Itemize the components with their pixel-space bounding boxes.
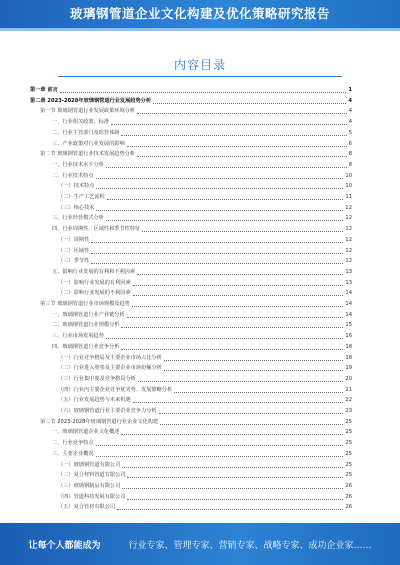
toc-entry[interactable] bbox=[40, 418, 352, 426]
toc-entry-page: 23 bbox=[345, 408, 352, 414]
toc-entry-page: 25 bbox=[345, 429, 352, 436]
toc-entry-title: 第一节 玻璃钢管道行业发展政策环境分析 bbox=[40, 108, 136, 115]
toc-entry-page: 15 bbox=[345, 322, 352, 329]
toc-entry-page: 16 bbox=[345, 333, 352, 340]
report-title: 玻璃钢管道企业文化构建及优化策略研究报告 bbox=[69, 6, 330, 21]
toc-entry-page: 14 bbox=[345, 311, 352, 318]
toc-entry-title: 一、行业技术水平分析 bbox=[52, 161, 104, 168]
toc-entry-page: 10 bbox=[345, 183, 352, 190]
toc-dot-leader bbox=[174, 392, 343, 393]
toc-entry-title: （四）管道科技发展有限公司 bbox=[58, 493, 126, 500]
table-of-contents bbox=[0, 86, 400, 516]
toc-entry-title: （三）核心技术 bbox=[58, 204, 95, 211]
toc-dot-leader bbox=[133, 402, 344, 403]
toc-entry-title: （一）玻璃钢管道有限公司 bbox=[58, 461, 121, 468]
toc-entry-title: 二、行业技术特点 bbox=[52, 172, 94, 179]
toc-entry[interactable] bbox=[58, 461, 352, 469]
toc-entry-title: （二）区域性 bbox=[58, 247, 90, 254]
toc-entry[interactable] bbox=[52, 214, 352, 222]
toc-entry-page: 25 bbox=[345, 472, 352, 479]
toc-entry-page: 18 bbox=[345, 354, 352, 361]
toc-dot-leader bbox=[133, 295, 344, 296]
toc-entry[interactable] bbox=[58, 354, 352, 362]
toc-entry[interactable] bbox=[52, 118, 352, 126]
toc-entry-page: 5 bbox=[348, 129, 352, 136]
toc-entry-title: （一）技术特点 bbox=[58, 183, 95, 190]
toc-entry[interactable] bbox=[58, 236, 352, 244]
toc-entry[interactable] bbox=[58, 247, 352, 255]
toc-entry[interactable] bbox=[58, 482, 352, 490]
toc-entry-page: 25 bbox=[345, 418, 352, 425]
toc-entry[interactable] bbox=[52, 439, 352, 447]
toc-entry-page: 4 bbox=[348, 119, 352, 126]
toc-entry-title: （一）影响行业发展的有利因素 bbox=[58, 279, 131, 286]
toc-entry-title: （二）影响行业发展的不利因素 bbox=[58, 290, 131, 297]
toc-entry-page: 25 bbox=[345, 450, 352, 457]
toc-entry[interactable] bbox=[52, 428, 352, 436]
toc-entry-page: 10 bbox=[345, 172, 352, 179]
toc-entry-page: 12 bbox=[345, 215, 352, 222]
toc-dot-leader bbox=[137, 274, 343, 275]
footer-slogan: 让每个人都能成为 bbox=[28, 540, 101, 551]
toc-dot-leader bbox=[160, 424, 343, 425]
toc-entry-title: 二、行业竞争特点 bbox=[52, 440, 94, 447]
toc-dot-leader bbox=[117, 509, 343, 510]
toc-entry-page: 20 bbox=[345, 375, 352, 382]
toc-entry[interactable] bbox=[52, 172, 352, 180]
toc-dot-leader bbox=[137, 113, 347, 114]
toc-dot-leader bbox=[159, 413, 344, 414]
toc-entry-title: （一）周期性 bbox=[58, 236, 90, 243]
toc-entry-title: （二）生产工艺流程 bbox=[58, 194, 105, 200]
toc-dot-leader bbox=[132, 306, 344, 307]
footer-content bbox=[0, 523, 400, 565]
toc-entry-page: 25 bbox=[345, 461, 352, 468]
toc-entry-title: 三、行业经营模式分析 bbox=[52, 215, 104, 222]
toc-dot-leader bbox=[107, 199, 344, 200]
toc-dot-leader bbox=[164, 360, 344, 361]
toc-dot-leader bbox=[133, 285, 344, 286]
toc-entry[interactable] bbox=[58, 375, 352, 383]
toc-entry[interactable] bbox=[58, 193, 352, 201]
toc-entry-page: 8 bbox=[348, 151, 352, 158]
toc-dot-leader bbox=[122, 488, 343, 489]
toc-entry-title: 一、玻璃钢管道企业文化概述 bbox=[52, 429, 120, 436]
toc-entry-title: （三）季节性 bbox=[58, 258, 90, 265]
toc-entry[interactable] bbox=[58, 364, 352, 372]
toc-entry-page: 26 bbox=[345, 493, 352, 500]
toc-entry[interactable] bbox=[58, 503, 352, 511]
toc-entry[interactable] bbox=[52, 450, 352, 458]
toc-dot-leader bbox=[96, 456, 344, 457]
toc-entry-title: （三）行业集中度及竞争格局分析 bbox=[58, 375, 136, 382]
toc-entry-page: 13 bbox=[345, 279, 352, 286]
toc-dot-leader bbox=[127, 499, 343, 500]
toc-entry-title: （三）玻璃钢制品有限公司 bbox=[58, 482, 121, 489]
toc-entry-page: 19 bbox=[345, 365, 352, 372]
toc-dot-leader bbox=[96, 445, 344, 446]
toc-dot-leader bbox=[96, 210, 343, 211]
toc-dot-leader bbox=[121, 327, 343, 328]
toc-entry-page: 6 bbox=[348, 140, 352, 147]
toc-dot-leader bbox=[91, 263, 343, 264]
toc-entry[interactable] bbox=[52, 343, 352, 351]
toc-dot-leader bbox=[106, 167, 347, 168]
toc-entry-page: 14 bbox=[345, 290, 352, 297]
toc-entry[interactable] bbox=[40, 300, 352, 308]
toc-entry[interactable] bbox=[52, 311, 352, 319]
toc-entry-title: （五）复合管材有限公司 bbox=[58, 504, 116, 511]
footer-bar bbox=[0, 523, 400, 565]
toc-dot-leader bbox=[60, 92, 347, 93]
toc-entry[interactable] bbox=[52, 225, 352, 233]
toc-entry[interactable] bbox=[58, 257, 352, 265]
toc-divider bbox=[58, 76, 342, 77]
toc-entry[interactable] bbox=[58, 182, 352, 190]
toc-entry-page: 14 bbox=[345, 301, 352, 307]
toc-entry-page: 25 bbox=[345, 440, 352, 447]
toc-entry[interactable] bbox=[58, 289, 352, 297]
toc-entry-title: 一、行业相关政策、标准 bbox=[52, 119, 110, 126]
header-stripe bbox=[0, 28, 400, 31]
toc-entry-title: （五）行业发展趋势与未来机遇 bbox=[58, 397, 131, 404]
toc-entry-page: 12 bbox=[345, 226, 352, 233]
toc-entry-title: 二、行业主管部门及监管体制 bbox=[52, 129, 120, 136]
toc-dot-leader bbox=[106, 220, 344, 221]
footer-roles: 行业专家、管理专家、营销专家、战略专家、成功企业家…… bbox=[128, 540, 372, 551]
toc-dot-leader bbox=[138, 381, 344, 382]
toc-entry[interactable] bbox=[52, 140, 352, 148]
toc-dot-leader bbox=[121, 349, 343, 350]
toc-entry[interactable] bbox=[40, 150, 352, 158]
toc-dot-leader bbox=[121, 434, 343, 435]
toc-dot-leader bbox=[91, 253, 343, 254]
toc-entry-page: 12 bbox=[345, 247, 352, 254]
toc-dot-leader bbox=[106, 338, 344, 339]
toc-entry-page: 26 bbox=[345, 504, 352, 511]
toc-entry-title: 第二节 玻璃钢管道行业技术发展趋势分析 bbox=[40, 151, 136, 158]
toc-entry-page: 22 bbox=[345, 397, 352, 404]
toc-entry-title: 第三节 玻璃钢管道行业市场规模及趋势 bbox=[40, 301, 130, 307]
toc-entry-page: 11 bbox=[345, 194, 352, 200]
toc-entry-page: 4 bbox=[348, 97, 352, 104]
toc-entry[interactable] bbox=[52, 129, 352, 137]
toc-entry[interactable] bbox=[58, 493, 352, 501]
toc-entry-title: （六）玻璃钢管道行业主要企业竞争力分析 bbox=[58, 408, 157, 414]
toc-entry[interactable] bbox=[58, 279, 352, 287]
toc-dot-leader bbox=[127, 146, 347, 147]
toc-entry-title: 四、行业周期性、区域性和季节性特征 bbox=[52, 226, 141, 233]
toc-dot-leader bbox=[127, 317, 344, 318]
toc-entry[interactable] bbox=[58, 204, 352, 212]
toc-dot-leader bbox=[96, 178, 344, 179]
toc-dot-leader bbox=[164, 370, 344, 371]
toc-entry-title: 三、产业政策对行业发展的影响 bbox=[52, 140, 125, 147]
toc-entry-page: 26 bbox=[345, 482, 352, 489]
toc-entry[interactable] bbox=[52, 268, 352, 276]
toc-entry[interactable] bbox=[52, 161, 352, 169]
toc-entry-title: 四、玻璃钢管道行业竞争分析 bbox=[52, 343, 120, 350]
toc-dot-leader bbox=[142, 231, 343, 232]
toc-entry-page: 12 bbox=[345, 258, 352, 265]
toc-dot-leader bbox=[153, 103, 346, 104]
toc-entry-title: （一）行业竞争格局及主要企业市场占比分析 bbox=[58, 354, 162, 361]
toc-entry-title: 第一章 前言 bbox=[30, 87, 58, 93]
toc-entry-title: 三、主要企业概况 bbox=[52, 450, 94, 457]
toc-entry-page: 21 bbox=[345, 386, 352, 393]
toc-entry-page: 12 bbox=[345, 236, 352, 243]
toc-entry-title: 三、行业市场发展趋势 bbox=[52, 333, 104, 340]
toc-entry[interactable] bbox=[58, 396, 352, 404]
toc-entry-title: 第二章 2023-2028年玻璃钢管道行业发展趋势分析 bbox=[30, 97, 152, 104]
toc-dot-leader bbox=[137, 156, 347, 157]
toc-entry[interactable] bbox=[58, 407, 352, 415]
toc-entry-title: （四）行业内主要企业竞争优劣势、发展策略分析 bbox=[58, 386, 173, 393]
toc-dot-leader bbox=[96, 188, 343, 189]
toc-entry-title: 第三节 2023-2028年玻璃钢管道行业企业文化构建 bbox=[40, 418, 159, 425]
toc-dot-leader bbox=[111, 124, 347, 125]
toc-entry-page: 12 bbox=[345, 204, 352, 211]
toc-dot-leader bbox=[122, 467, 343, 468]
toc-entry[interactable] bbox=[30, 86, 352, 94]
toc-entry-page: 18 bbox=[345, 343, 352, 350]
toc-entry[interactable] bbox=[40, 107, 352, 115]
toc-entry[interactable] bbox=[58, 386, 352, 394]
toc-entry-page: 8 bbox=[348, 161, 352, 168]
toc-dot-leader bbox=[91, 242, 343, 243]
toc-entry[interactable] bbox=[52, 321, 352, 329]
toc-dot-leader bbox=[121, 135, 346, 136]
toc-entry-title: 一、玻璃钢管道行业产业链分析 bbox=[52, 311, 125, 318]
toc-entry[interactable] bbox=[58, 471, 352, 479]
toc-entry-title: 五、影响行业发展的有利和不利因素 bbox=[52, 268, 136, 275]
toc-entry-title: （二）行业进入壁垒及主要企业市场份额分析 bbox=[58, 365, 162, 372]
toc-dot-leader bbox=[127, 477, 343, 478]
toc-entry-title: （二）复合材料管道有限公司 bbox=[58, 472, 126, 479]
toc-entry[interactable] bbox=[30, 97, 352, 105]
toc-entry-page: 4 bbox=[348, 108, 352, 115]
toc-entry[interactable] bbox=[52, 332, 352, 340]
toc-entry-title: 二、玻璃钢管道行业规模分析 bbox=[52, 322, 120, 329]
toc-entry-page: 1 bbox=[348, 87, 352, 93]
toc-heading: 内容目录 bbox=[173, 58, 226, 72]
toc-entry-page: 13 bbox=[345, 268, 352, 275]
